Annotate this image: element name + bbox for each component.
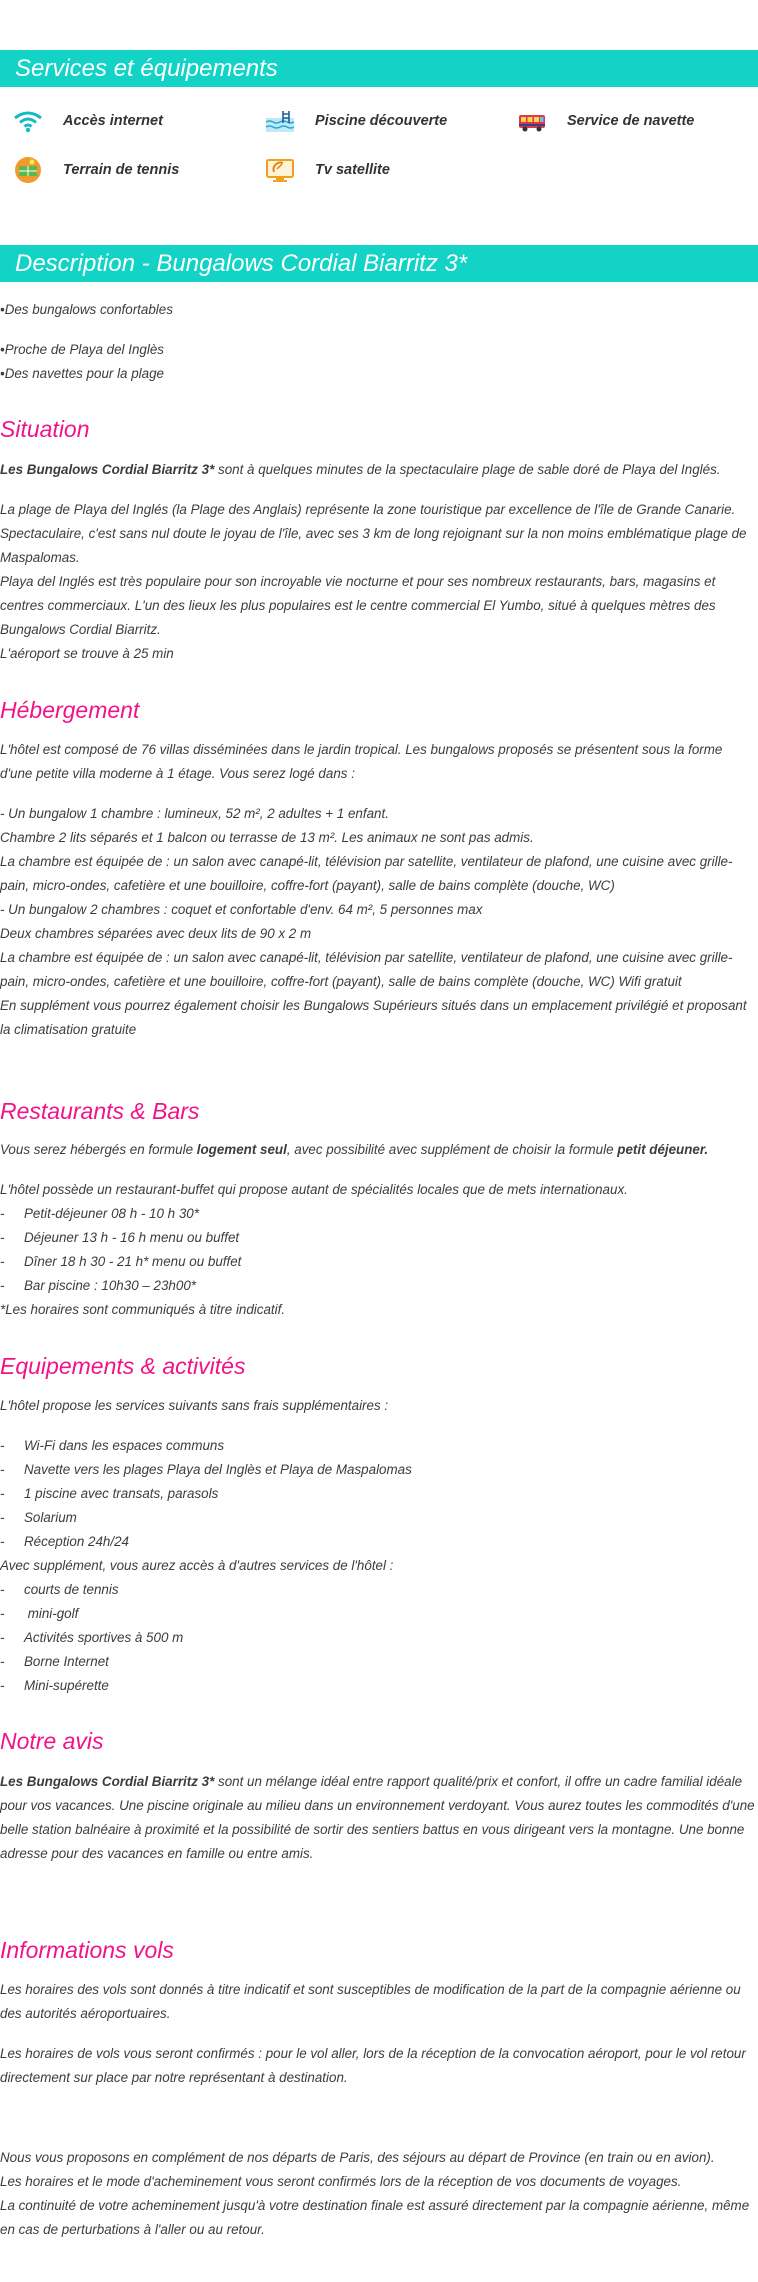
service-tv <box>263 157 390 183</box>
shuttle-bus-icon <box>515 108 549 134</box>
pool-icon <box>263 108 297 134</box>
list-item-text: Réception 24h/24 <box>24 1534 129 1549</box>
restaurants-note: *Les horaires sont communiqués à titre indicatif. <box>0 1302 286 1317</box>
situation-paragraph: Playa del Inglés est très populaire pour son incroyable vie nocturne et pour ses nombreux restaurants, bars, magasins et centres commerciaux. L'un des lieux les plus populaires est le centre commercial El Yumbo, situé à quelques mètres des Bungalows Cordial Biarritz. <box>0 574 716 637</box>
list-item: - Dîner 18 h 30 - 21 h* menu ou buffet <box>0 1254 242 1269</box>
list-item: - courts de tennis <box>0 1582 119 1597</box>
restaurants-heading: Restaurants & Bars <box>0 1098 200 1124</box>
list-item: - Réception 24h/24 <box>0 1534 129 1549</box>
hebergement-line: Chambre 2 lits séparés et 1 balcon ou terrasse de 13 m². Les animaux ne sont pas admis. <box>0 830 534 845</box>
formula-petit-dejeuner: petit déjeuner. <box>617 1142 709 1157</box>
equipements-intro: L'hôtel propose les services suivants sans frais supplémentaires : <box>0 1398 389 1413</box>
service-label: Piscine découverte <box>315 113 448 129</box>
list-item: - mini-golf <box>0 1606 79 1621</box>
hebergement-line: La chambre est équipée de : un salon avec canapé-lit, télévision par satellite, ventilateur de plafond, une cuisine avec grille-pain, micro-ondes, cafetière et une bouilloire, coffre-fort (payant), salle de bains complète (douche, WC) Wifi gratuit <box>0 950 733 989</box>
situation-paragraph: La plage de Playa del Inglés (la Plage des Anglais) représente la zone touristique par excellence de l'île de Grande Canarie. Spectaculaire, c'est sans nul doute le joyau de l'île, avec ses 3 km de long rejoignant sur la non moins emblématique plage de Maspalomas. <box>0 502 747 565</box>
list-item: - Petit-déjeuner 08 h - 10 h 30* <box>0 1206 199 1221</box>
services-title: Services et équipements <box>0 50 758 87</box>
list-item-text: Navette vers les plages Playa del Inglès et Playa de Maspalomas <box>24 1462 412 1477</box>
avis-heading: Notre avis <box>0 1728 104 1754</box>
equipements-body <box>0 1434 756 1698</box>
list-item-text: Activités sportives à 500 m <box>24 1630 184 1645</box>
wifi-icon <box>11 108 45 134</box>
list-item-text: Wi-Fi dans les espaces communs <box>24 1438 225 1453</box>
vols-heading: Informations vols <box>0 1937 174 1963</box>
situation-intro-text: sont à quelques minutes de la spectaculaire plage de sable doré de Playa del Inglés. <box>214 462 721 477</box>
list-item-text: courts de tennis <box>24 1582 119 1597</box>
hebergement-intro: L'hôtel est composé de 76 villas disséminées dans le jardin tropical. Les bungalows proposés se présentent sous la forme d'une petite villa moderne à 1 étage. Vous serez logé dans : <box>0 742 723 781</box>
formula-logement-seul: logement seul <box>196 1142 287 1157</box>
restaurants-line: L'hôtel possède un restaurant-buffet qui propose autant de spécialités locales que de mets internationaux. <box>0 1182 628 1197</box>
situation-heading: Situation <box>0 416 90 442</box>
list-item-text: Déjeuner 13 h - 16 h menu ou buffet <box>24 1230 240 1245</box>
avis-text: sont un mélange idéal entre rapport qualité/prix et confort, il offre un cadre familial idéale pour vos vacances. Une piscine originale au milieu dans un environnement verdoyant. Vous aurez toutes les commodités d'une belle station balnéaire à proximité et la possibilité de sortir des sentiers battus en vous dirigeant vers la montagne. Une bonne adresse pour des vacances en famille ou entre amis. <box>0 1774 755 1861</box>
vols-line: Les horaires et le mode d'acheminement vous seront confirmés lors de la réception de vos documents de voyages. <box>0 2174 682 2189</box>
description-bullet: •Proche de Playa del Inglès <box>0 342 164 357</box>
hebergement-line: La chambre est équipée de : un salon avec canapé-lit, télévision par satellite, ventilateur de plafond, une cuisine avec grille-pain, micro-ondes, cafetière et une bouilloire, coffre-fort (payant), salle de bains complète (douche, WC) <box>0 854 733 893</box>
list-item: - Borne Internet <box>0 1654 109 1669</box>
list-item-text: Bar piscine : 10h30 – 23h00* <box>24 1278 196 1293</box>
description-bullet: •Des navettes pour la plage <box>0 366 164 381</box>
situation-body <box>0 498 756 666</box>
list-item-text: Borne Internet <box>24 1654 109 1669</box>
satellite-tv-icon <box>263 157 297 183</box>
vols-body <box>0 2146 756 2242</box>
equipements-heading: Equipements & activités <box>0 1353 246 1379</box>
list-item-text: Petit-déjeuner 08 h - 10 h 30* <box>24 1206 199 1221</box>
service-label: Accès internet <box>63 113 163 129</box>
hebergement-line: En supplément vous pourrez également choisir les Bungalows Supérieurs situés dans un emplacement privilégié et proposant la climatisation gratuite <box>0 998 747 1037</box>
list-item-text: Solarium <box>24 1510 77 1525</box>
description-bullet: •Des bungalows confortables <box>0 302 173 317</box>
service-pool <box>263 108 447 134</box>
list-item-text: mini-golf <box>24 1606 79 1621</box>
vols-paragraph-2: Les horaires de vols vous seront confirmés : pour le vol aller, lors de la réception de la convocation aéroport, pour le vol retour directement sur place par notre représentant à destination. <box>0 2046 746 2085</box>
restaurants-body <box>0 1178 756 1322</box>
service-label: Terrain de tennis <box>63 162 180 178</box>
hebergement-body <box>0 802 756 1042</box>
service-label: Service de navette <box>567 113 695 129</box>
vols-line: Nous vous proposons en complément de nos départs de Paris, des séjours au départ de Province (en train ou en avion). <box>0 2150 715 2165</box>
list-item: - Solarium <box>0 1510 77 1525</box>
list-item: - Navette vers les plages Playa del Inglès et Playa de Maspalomas <box>0 1462 412 1477</box>
avis-body <box>0 1770 756 1866</box>
hebergement-line: - Un bungalow 2 chambres : coquet et confortable d'env. 64 m², 5 personnes max <box>0 902 483 917</box>
service-shuttle <box>515 108 694 134</box>
list-item: - Déjeuner 13 h - 16 h menu ou buffet <box>0 1230 240 1245</box>
vols-paragraph-1: Les horaires des vols sont donnés à titre indicatif et sont susceptibles de modification de la part de la compagnie aérienne ou des autorités aéroportuaires. <box>0 1982 741 2021</box>
hebergement-line: - Un bungalow 1 chambre : lumineux, 52 m², 2 adultes + 1 enfant. <box>0 806 389 821</box>
restaurants-intro <box>0 1138 756 1162</box>
equipements-paid-intro: Avec supplément, vous aurez accès à d'autres services de l'hôtel : <box>0 1558 394 1573</box>
restaurants-intro-c: , avec possibilité avec supplément de choisir la formule <box>286 1142 618 1157</box>
list-item: - Mini-supérette <box>0 1678 109 1693</box>
list-item-text: 1 piscine avec transats, parasols <box>24 1486 219 1501</box>
service-label: Tv satellite <box>315 162 390 178</box>
list-item-text: Mini-supérette <box>24 1678 109 1693</box>
hotel-name: Les Bungalows Cordial Biarritz 3* <box>0 462 215 477</box>
list-item: - Bar piscine : 10h30 – 23h00* <box>0 1278 196 1293</box>
hebergement-line: Deux chambres séparées avec deux lits de 90 x 2 m <box>0 926 312 941</box>
service-internet <box>11 108 163 134</box>
situation-paragraph: L'aéroport se trouve à 25 min <box>0 646 174 661</box>
list-item: - Activités sportives à 500 m <box>0 1630 184 1645</box>
tennis-court-icon <box>11 157 45 183</box>
restaurants-intro-a: Vous serez hébergés en formule <box>0 1142 197 1157</box>
service-tennis <box>11 157 179 183</box>
list-item: - 1 piscine avec transats, parasols <box>0 1486 219 1501</box>
hebergement-heading: Hébergement <box>0 697 140 723</box>
description-title: Description - Bungalows Cordial Biarritz 3* <box>0 245 758 282</box>
list-item-text: Dîner 18 h 30 - 21 h* menu ou buffet <box>24 1254 242 1269</box>
list-item: - Wi-Fi dans les espaces communs <box>0 1438 225 1453</box>
vols-line: La continuité de votre acheminement jusqu'à votre destination finale est assuré directement par la compagnie aérienne, même en cas de perturbations à l'aller ou au retour. <box>0 2198 750 2237</box>
hotel-name: Les Bungalows Cordial Biarritz 3* <box>0 1774 215 1789</box>
situation-intro <box>0 458 756 482</box>
